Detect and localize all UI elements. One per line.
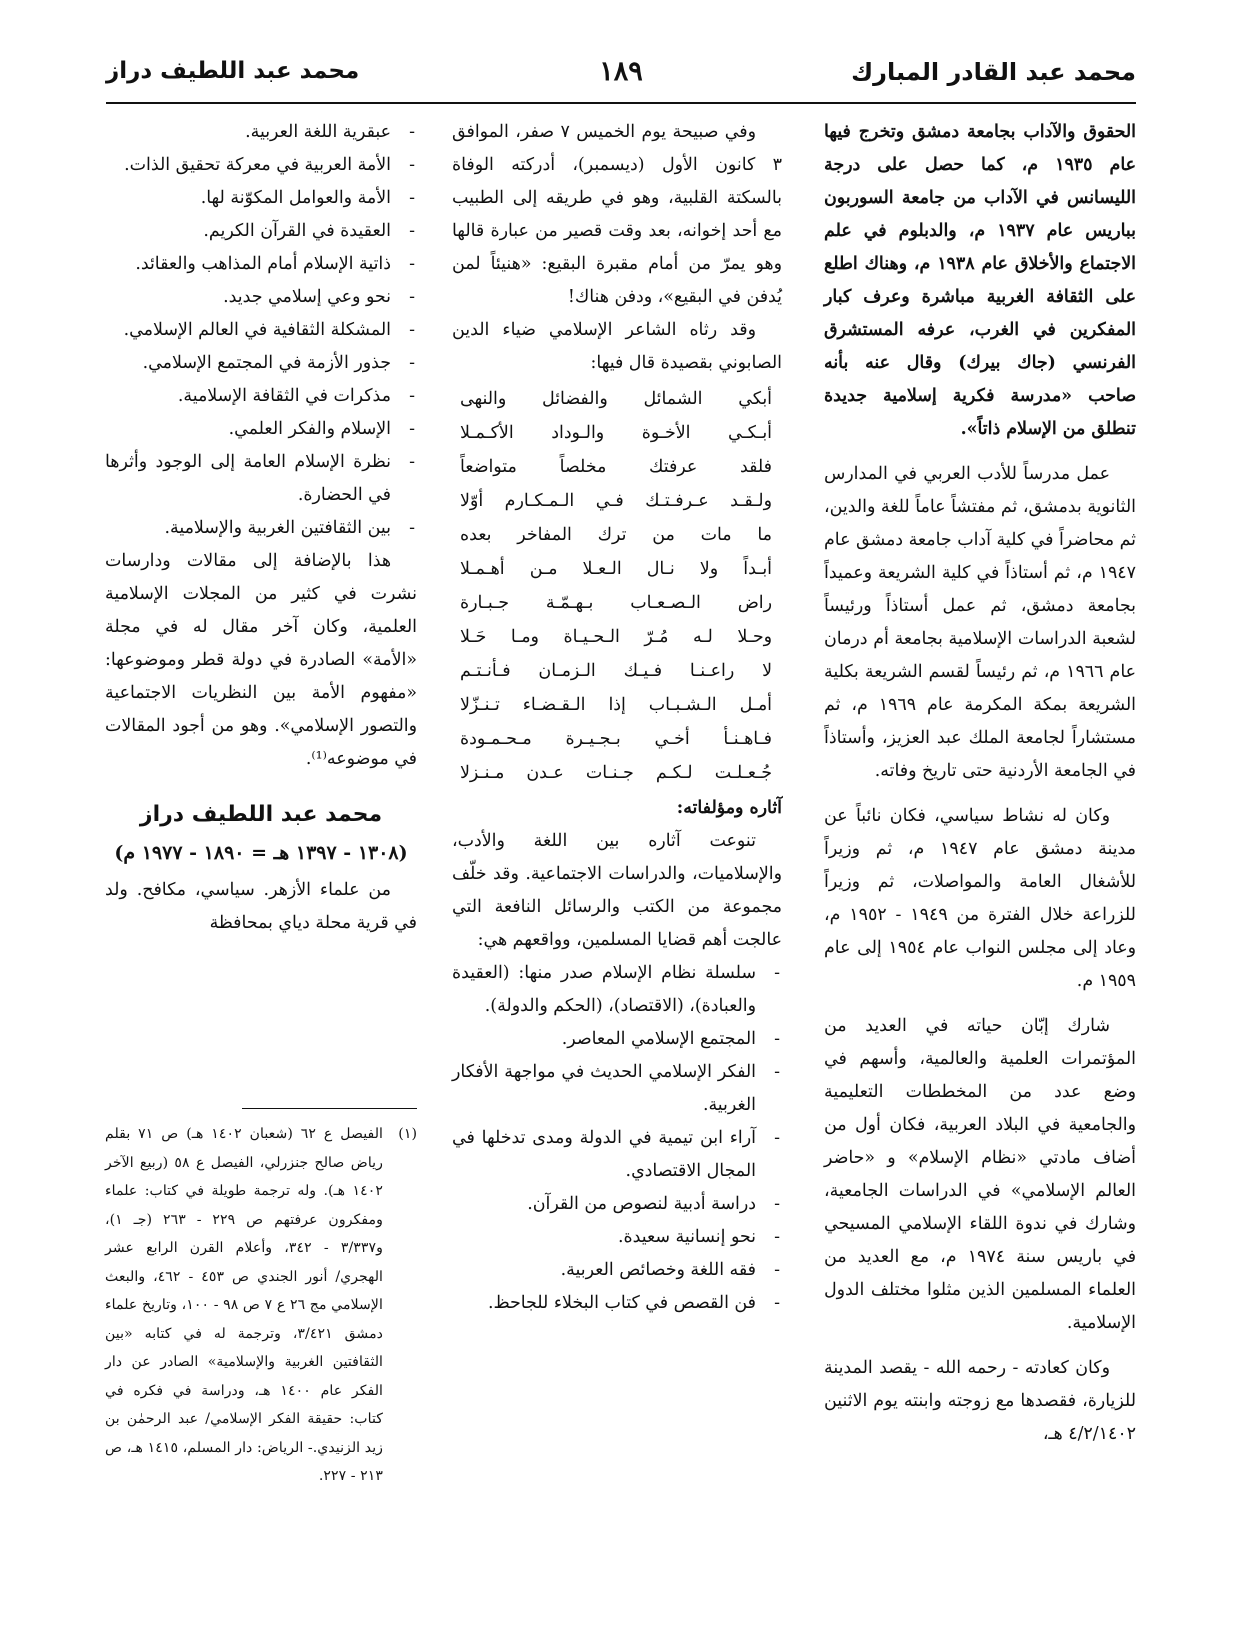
list-item: - فن القصص في كتاب البخلاء للجاحظ. <box>487 1293 780 1313</box>
works-list <box>452 957 782 1320</box>
footnote-text: الفيصل ع ٦٢ (شعبان ١٤٠٢ هـ) ص ٧١ بقلم رياض صالح جنزرلي، الفيصل ع ٥٨ (ربيع الآخر ١٤٠٢ هـ). وله ترجمة طويلة في كتاب: علماء ومفكرون عرفتهم ص ٢٢٩ - ٢٦٣ (جـ ١)، و٣/٣٣٧ - ٣٤٢، وأعلام القرن الرابع عشر الهجري/ أنور الجندي ص ٤٥٣ - ٤٦٢، والبعث الإسلامي مج ٢٦ ع ٧ ص ٩٨ - ١٠٠، وتاريخ علماء دمشق ٣/٤٢١، وترجمة له في كتابه «بين الثقافتين الغربية والإسلامية» الصادر عن دار الفكر عام ١٤٠٠ هـ، ودراسة في فكره في كتاب: حقيقة الفكر الإسلامي/ عبد الرحمٰن بن زيد الزنيدي.- الرياض: دار المسلم، ١٤١٥ هـ، ص ٢١٣ - ٢٢٧. <box>105 1126 383 1484</box>
list-item: - آراء ابن تيمية في الدولة ومدى تدخلها في المجال الاقتصادي. <box>452 1128 780 1181</box>
elegy-intro-paragraph: وقد رثاه الشاعر الإسلامي ضياء الدين الصابوني بقصيدة قال فيها: <box>452 320 782 373</box>
career-paragraph: عمل مدرساً للأدب العربي في المدارس الثانوية بدمشق، ثم مفتشاً عاماً للغة والدين، ثم محاضراً في كلية آداب جامعة دمشق عام ١٩٤٧ م، ثم أستاذاً في كلية الشريعة وعميداً بجامعة دمشق، ثم عمل أستاذاً ورئيساً لشعبة الدراسات الإسلامية بجامعة أم درمان عام ١٩٦٦ م، ثم رئيساً لقسم الشريعة بكلية الشريعة بمكة المكرمة عام ١٩٦٩ م، ثم مستشاراً لجامعة الملك عبد العزيز، وأستاذاً في الجامعة الأردنية حتى تاريخ وفاته. <box>824 464 1136 781</box>
biography-intro-paragraph: من علماء الأزهر. سياسي، مكافح. ولد في قرية محلة دياي بمحافظة <box>105 880 417 933</box>
death-paragraph: وفي صبيحة يوم الخميس ٧ صفر، الموافق ٣ كانون الأول (ديسمبر)، أدركته الوفاة بالسكتة القلبية، وهو في طريقه إلى الطبيب مع أحد إخوانه، بعد وقت قصير من عبارة قالها وهو يمرّ من أمام مقبرة البقيع: «هنيئاً لمن يُدفن في البقيع»، ودفن هناك! <box>452 122 782 307</box>
list-item: - الأمة العربية في معركة تحقيق الذات. <box>124 155 415 175</box>
middle-column <box>452 116 782 1320</box>
bio-intro-paragraph: الحقوق والآداب بجامعة دمشق وتخرج فيها عام ١٩٣٥ م، كما حصل على درجة الليسانس في الآداب من جامعة السوربون بباريس عام ١٩٣٧ م، والدبلوم في علم الاجتماع والأخلاق عام ١٩٣٨ م، وهناك اطلع على الثقافة الغربية مباشرة وعرف كبار المفكرين في الغرب، عرفه المستشرق الفرنسي (جاك بيرك) وقال عنه بأنه صاحب «مدرسة فكرية إسلامية جديدة تنطلق من الإسلام ذاتاً». <box>824 122 1136 439</box>
works-list-continued <box>105 116 417 545</box>
footnote-divider <box>242 1108 417 1109</box>
poem-verse: أبـداً ولا نـال الـعـلا مـن أهـمـلا <box>460 559 772 579</box>
poem-verse: راض الـصـعـاب بـهـمّـة جـبـارة <box>460 593 772 613</box>
poem-verse: أبـكـي الأخـوة والـوداد الأكـمـلا <box>460 423 772 443</box>
poem-verse: ما مات من ترك المفاخر بعده <box>460 525 772 545</box>
list-item: - ذاتية الإسلام أمام المذاهب والعقائد. <box>135 254 415 274</box>
list-item: - المجتمع الإسلامي المعاصر. <box>561 1029 780 1049</box>
poem-verse: فـاهـنـأ أخـي بـجـيـرة مـحـمـودة <box>460 729 772 749</box>
list-item: - الأمة والعوامل المكوّنة لها. <box>200 188 415 208</box>
list-item: - العقيدة في القرآن الكريم. <box>203 221 415 241</box>
left-column <box>105 116 417 940</box>
poem-verse: جُـعـلـت لـكـم جـنـات عـدن مـنـزلا <box>460 763 772 783</box>
poem-verse: لا راعـنـا فـيـك الـزمـان فـأنـتـم <box>460 661 772 681</box>
list-item: - نحو إنسانية سعيدة. <box>618 1227 780 1247</box>
list-item: - بين الثقافتين الغربية والإسلامية. <box>164 518 415 538</box>
elegy-poem <box>452 382 782 790</box>
poem-verse: أبكي الشمائل والفضائل والنهى <box>460 389 772 409</box>
conferences-paragraph: شارك إبّان حياته في العديد من المؤتمرات العلمية والعالمية، وأسهم في وضع عدد من المخططات التعليمية والجامعية في البلاد العربية، فكان أول من أضاف مادتي «نظام الإسلام» و «حاضر العالم الإسلامي» في الدراسات الجامعية، وشارك في ندوة اللقاء الإسلامي المسيحي في باريس سنة ١٩٧٤ م، مع العديد من العلماء المسلمين الذين مثلوا مختلف الدول الإسلامية. <box>824 1016 1137 1333</box>
header-right-name: محمد عبد القادر المبارك <box>851 58 1136 86</box>
list-item: - نحو وعي إسلامي جديد. <box>223 287 415 307</box>
list-item: - مذكرات في الثقافة الإسلامية. <box>177 386 415 406</box>
politics-paragraph: وكان له نشاط سياسي، فكان نائباً عن مدينة دمشق عام ١٩٤٧ م، ثم وزيراً للأشغال العامة والمواصلات، ثم وزيراً للزراعة خلال الفترة من ١٩٤٩ - ١٩٥٢ م، وعاد إلى مجلس النواب عام ١٩٥٤ إلى عام ١٩٥٩ م. <box>824 806 1137 991</box>
page-number: ١٨٩ <box>599 56 643 87</box>
visit-paragraph: وكان كعادته - رحمه الله - يقصد المدينة للزيارة، فقصدها مع زوجته وابنته يوم الاثنين ٤/٢/١٤٠٢ هـ، <box>824 1358 1136 1444</box>
works-heading: آثاره ومؤلفاته: <box>676 798 782 818</box>
poem-verse: أمـل الـشـبـاب إذا الـقـضـاء تـنـزّلا <box>460 695 772 715</box>
footnote-number: (١) <box>398 1126 417 1142</box>
poem-verse: ولـقـد عـرفـتـك فـي الـمـكـارم أوّلا <box>460 491 772 511</box>
articles-paragraph: هذا بالإضافة إلى مقالات ودارسات نشرت في كثير من المجلات الإسلامية العلمية، وكان آخر مقال له في مجلة «الأمة» الصادرة في دولة قطر وموضوعها: «مفهوم الأمة بين النظريات الاجتماعية والتصور الإسلامي». وهو من أجود المقالات في موضوعه⁽¹⁾. <box>105 551 417 769</box>
list-item: - جذور الأزمة في المجتمع الإسلامي. <box>142 353 415 373</box>
list-item: - سلسلة نظام الإسلام صدر منها: (العقيدة والعبادة)، (الاقتصاد)، (الحكم والدولة). <box>452 963 780 1016</box>
list-item: - المشكلة الثقافية في العالم الإسلامي. <box>123 320 415 340</box>
list-item: - الإسلام والفكر العلمي. <box>228 419 415 439</box>
works-intro-paragraph: تنوعت آثاره بين اللغة والأدب، والإسلاميات، والدراسات الاجتماعية. وقد خلّف مجموعة من الكتب والرسائل النافعة التي عالجت أهم قضايا المسلمين، وواقعهم هي: <box>452 831 782 950</box>
running-header <box>106 52 1136 104</box>
poem-verse: وحـلا لـه مُـرّ الـحـيـاة ومـا حَـلا <box>460 627 772 647</box>
footnote <box>105 1120 417 1491</box>
list-item: - فقه اللغة وخصائص العربية. <box>560 1260 780 1280</box>
header-left-name: محمد عبد اللطيف دراز <box>106 58 360 84</box>
list-item: - دراسة أدبية لنصوص من القرآن. <box>527 1194 780 1214</box>
poem-verse: فلقد عرفتك مخلصاً متواضعاً <box>460 457 772 477</box>
right-column <box>824 116 1136 1451</box>
list-item: - الفكر الإسلامي الحديث في مواجهة الأفكار الغربية. <box>452 1062 780 1115</box>
biography-dates: (١٣٠٨ - ١٣٩٧ هـ = ١٨٩٠ - ١٩٧٧ م) <box>114 842 408 864</box>
list-item: - نظرة الإسلام العامة إلى الوجود وأثرها في الحضارة. <box>105 452 415 505</box>
biography-title: محمد عبد اللطيف دراز <box>139 802 383 827</box>
list-item: - عبقرية اللغة العربية. <box>245 122 415 142</box>
